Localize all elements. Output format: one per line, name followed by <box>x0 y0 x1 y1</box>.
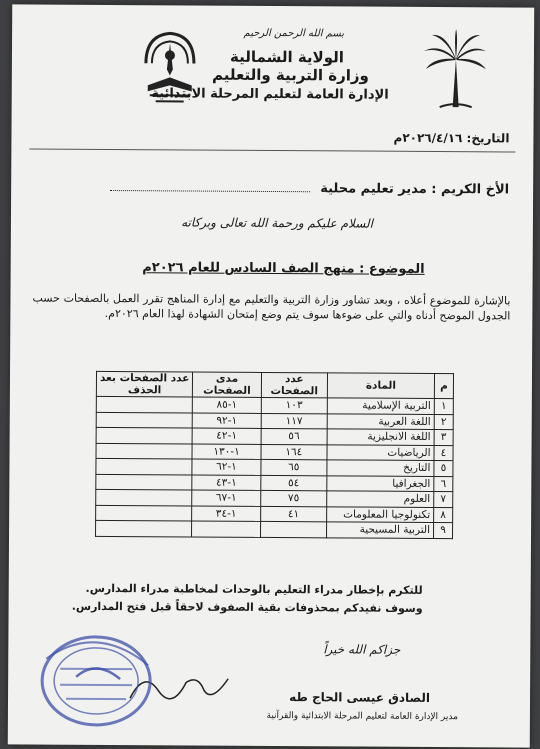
closing-phrase: جزاكم الله خيراً <box>323 642 401 657</box>
note-line: وسوف نفيدكم بمحذوفات بقية الصفوف لاحقاً قبل فتح المدارس. <box>71 599 423 615</box>
recipient-value: مدير تعليم محلية <box>320 181 427 197</box>
row-number: ٥ <box>434 460 453 476</box>
ministry-name: وزارة التربية والتعليم <box>211 65 369 85</box>
pages-after-deletion <box>96 412 193 428</box>
recipient-label: الأخ الكريم : <box>431 181 510 198</box>
subject-name: الرياضيات <box>327 444 434 460</box>
row-number: ٢ <box>434 414 453 430</box>
pages-after-deletion <box>96 474 193 490</box>
column-header: عدد الصفحات <box>261 372 327 397</box>
page-count: ٧٥ <box>260 490 326 506</box>
column-header: المادة <box>327 373 434 399</box>
page-count: ٤١ <box>260 506 326 522</box>
page-range: ١-٨٥ <box>193 397 261 413</box>
page-range: ١-٣٤ <box>192 506 260 522</box>
subject-name: العلوم <box>327 491 434 507</box>
page-count: ١٠٣ <box>261 397 327 413</box>
page-count: ١١٧ <box>261 413 327 429</box>
subject-name: اللغة الانجليزية <box>327 429 434 445</box>
basmala: بسم الله الرحمن الرحيم <box>243 27 345 40</box>
official-stamp-icon <box>36 629 157 734</box>
letter-date: التاريخ: ٢٠٢٦/٤/١٦م <box>393 130 510 146</box>
pages-after-deletion <box>96 520 193 536</box>
subject-name: تكنولوجيا المعلومات <box>327 506 434 522</box>
page-range: ١-٩٢ <box>193 413 261 429</box>
table-row <box>96 520 453 538</box>
subject-name: الجغرافيا <box>327 475 434 491</box>
page-count: ٦٥ <box>261 459 327 475</box>
page-count <box>260 521 326 537</box>
page-range: ١-٦٧ <box>192 490 260 506</box>
body-paragraph: بالإشارة للموضوع أعلاه ، وبعد تشاور وزارة التربية والتعليم مع إدارة المناهج تقرر العمل بالصفحات حسب الجدول الموضح أدناه والتي على ضوءها سوف يتم وضع إمتحان الشهادة لهذا العام ٢٠٢٦م. <box>32 291 511 323</box>
table-header-row <box>96 371 453 398</box>
row-number: ٨ <box>434 507 453 523</box>
pages-after-deletion <box>96 443 193 459</box>
subject-name: التربية المسيحية <box>327 522 434 538</box>
page-range: ١-٤٢ <box>193 428 261 444</box>
note-line: للتكرم بإخطار مدراء التعليم بالوحدات لمخاطبة مدراء المدارس. <box>85 581 423 597</box>
page-range: ١-٤٣ <box>192 475 260 491</box>
page-count: ٥٦ <box>261 428 327 444</box>
recipient-line <box>110 180 510 197</box>
pages-after-deletion <box>96 427 193 443</box>
letter-page <box>8 4 535 747</box>
pages-after-deletion <box>96 458 193 474</box>
row-number: ٧ <box>434 491 453 507</box>
recipient-dotted-line <box>110 190 310 192</box>
column-header: عدد الصفحات بعد الحذف <box>96 371 193 397</box>
pages-after-deletion <box>96 489 193 505</box>
page-count: ٥٤ <box>260 475 326 491</box>
pages-after-deletion <box>96 505 193 521</box>
page-range: ١-٦٢ <box>192 459 260 475</box>
row-number: ٦ <box>434 476 453 492</box>
subject-name: التاريخ <box>327 460 434 476</box>
page-count: ١٦٤ <box>261 444 327 460</box>
department-name: الإدارة العامة لتعليم المرحلة الابتدائية <box>151 86 389 103</box>
row-number: ١ <box>434 398 453 414</box>
palm-tree-emblem-icon <box>420 29 490 109</box>
signatory-name: الصادق عيسى الحاج طه <box>289 690 431 705</box>
row-number: ٩ <box>434 522 453 538</box>
subject-name: اللغة العربية <box>327 413 434 429</box>
column-header: م <box>434 373 453 398</box>
greeting: السلام عليكم ورحمة الله تعالى وبركاته <box>181 215 373 231</box>
row-number: ٤ <box>434 445 453 461</box>
header-divider <box>29 149 515 153</box>
subject-line: الموضوع : منهج الصف السادس للعام ٢٠٢٦م <box>142 260 425 277</box>
column-header: مدى الصفحات <box>193 372 261 397</box>
signatory-title: مدير الإدارة العامة لتعليم المرحلة الابتدائية والقرآنية <box>266 710 458 723</box>
page-range <box>192 521 260 537</box>
pages-after-deletion <box>96 396 193 412</box>
row-number: ٣ <box>434 429 453 445</box>
state-name: الولاية الشمالية <box>230 47 345 67</box>
subject-name: التربية الإسلامية <box>327 398 434 414</box>
page-range: ١-١٣٠ <box>192 444 260 460</box>
curriculum-table <box>95 371 454 539</box>
